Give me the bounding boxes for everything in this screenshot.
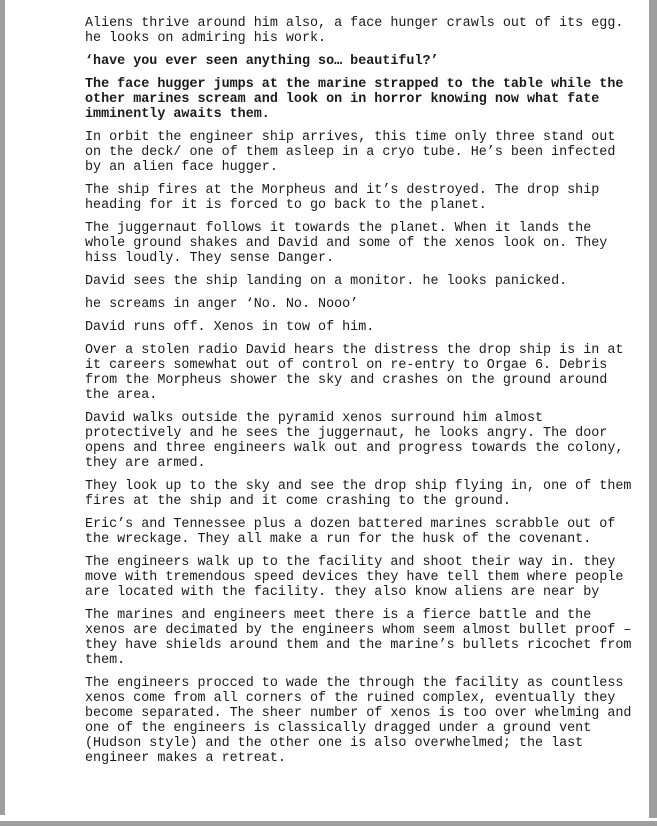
paragraph: They look up to the sky and see the drop ship flying in, one of them fires at the ship and it come crashing to the ground. (85, 479, 632, 509)
paragraph: The marines and engineers meet there is a fierce battle and the xenos are decimated by the engineers whom seem almost bullet proof – they have shields around them and the marine’s bullets ricochet from them. (85, 608, 632, 668)
paragraph: Eric’s and Tennessee plus a dozen battered marines scrabble out of the wreckage. They all make a run for the husk of the covenant. (85, 517, 616, 547)
paragraph: The face hugger jumps at the marine strapped to the table while the other marines scream and look on in horror knowing now what fate imminently awaits them. (85, 77, 624, 122)
paragraph: Over a stolen radio David hears the distress the drop ship is in at it careers somewhat out of control on re-entry to Orgae 6. Debris from the Morpheus shower the sky and crashes on the ground around the area. (85, 343, 624, 403)
paragraph: David runs off. Xenos in tow of him. (85, 320, 375, 335)
paragraph: ‘have you ever seen anything so… beautiful?’ (85, 54, 439, 69)
paragraph: Aliens thrive around him also, a face hunger crawls out of its egg. he looks on admiring his work. (85, 16, 624, 46)
paragraph: In orbit the engineer ship arrives, this time only three stand out on the deck/ one of them asleep in a cryo tube. He’s been infected by an alien face hugger. (85, 130, 616, 175)
document-body (85, 16, 631, 774)
window-edge-right (649, 0, 657, 818)
paragraph: he screams in anger ‘No. No. Nooo’ (85, 297, 359, 312)
paragraph: The ship fires at the Morpheus and it’s destroyed. The drop ship heading for it is forced to go back to the planet. (85, 183, 600, 213)
paragraph: David sees the ship landing on a monitor. he looks panicked. (85, 274, 568, 289)
paragraph: The juggernaut follows it towards the planet. When it lands the whole ground shakes and David and some of the xenos look on. They hiss loudly. They sense Danger. (85, 221, 608, 266)
paragraph: The engineers walk up to the facility and shoot their way in. they move with tremendous speed devices they have tell them where people are located with the facility. they also know aliens are near by (85, 555, 624, 600)
page-bottom-edge (0, 821, 657, 826)
window-edge-left (0, 0, 5, 815)
paragraph: The engineers procced to wade the through the facility as countless xenos come from all corners of the ruined complex, eventually they become separated. The sheer number of xenos is too over whelming and one of the engineers is classically dragged under a ground vent (Hudson style) and the other one is also overwhelmed; the last engineer makes a retreat. (85, 676, 632, 766)
paragraph: David walks outside the pyramid xenos surround him almost protectively and he sees the juggernaut, he looks angry. The door opens and three engineers walk out and progress towards the colony, they are armed. (85, 411, 624, 471)
